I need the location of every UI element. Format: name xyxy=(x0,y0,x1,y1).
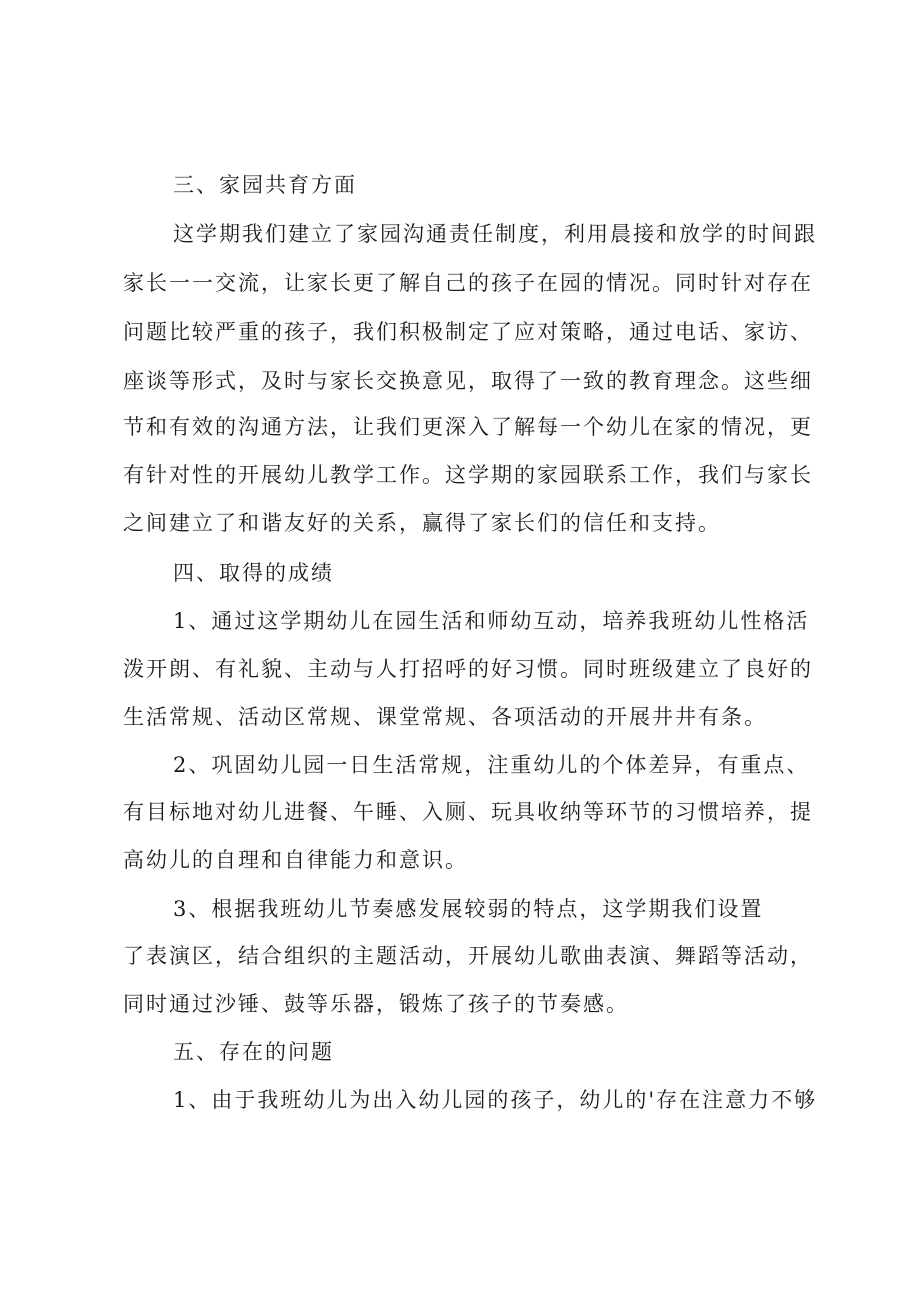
paragraph-line: 了表演区，结合组织的主题活动，开展幼儿歌曲表演、舞蹈等活动， xyxy=(123,944,813,968)
paragraph-line: 高幼儿的自理和自律能力和意识。 xyxy=(123,848,468,872)
paragraph-line: 之间建立了和谐友好的关系，赢得了家长们的信任和支持。 xyxy=(123,511,721,535)
paragraph-line: 生活常规、活动区常规、课堂常规、各项活动的开展井井有条。 xyxy=(123,705,767,729)
section-heading-problems: 五、存在的问题 xyxy=(173,1040,334,1064)
paragraph-line: 有目标地对幼儿进餐、午睡、入厕、玩具收纳等环节的习惯培养，提 xyxy=(123,800,813,824)
paragraph-line: 问题比较严重的孩子，我们积极制定了应对策略，通过电话、家访、 xyxy=(123,320,813,344)
paragraph-line: 同时通过沙锤、鼓等乐器，锻炼了孩子的节奏感。 xyxy=(123,992,629,1016)
paragraph-line: 2、巩固幼儿园一日生活常规，注重幼儿的个体差异，有重点、 xyxy=(173,753,810,777)
section-heading-home-school: 三、家园共育方面 xyxy=(173,173,357,197)
paragraph-line: 泼开朗、有礼貌、主动与人打招呼的好习惯。同时班级建立了良好的 xyxy=(123,657,813,681)
paragraph-line: 座谈等形式，及时与家长交换意见，取得了一致的教育理念。这些细 xyxy=(123,369,813,393)
paragraph-line: 3、根据我班幼儿节奏感发展较弱的特点，这学期我们设置 xyxy=(173,897,764,921)
paragraph-line: 这学期我们建立了家园沟通责任制度，利用晨接和放学的时间跟 xyxy=(173,222,817,246)
paragraph-line: 1、由于我班幼儿为出入幼儿园的孩子，幼儿的'存在注意力不够 xyxy=(173,1088,818,1112)
paragraph-line: 节和有效的沟通方法，让我们更深入了解每一个幼儿在家的情况，更 xyxy=(123,415,813,439)
paragraph-line: 有针对性的开展幼儿教学工作。这学期的家园联系工作，我们与家长 xyxy=(123,463,813,487)
paragraph-line: 家长一一交流，让家长更了解自己的孩子在园的情况。同时针对存在 xyxy=(123,271,813,295)
section-heading-achievements: 四、取得的成绩 xyxy=(173,561,334,585)
paragraph-line: 1、通过这学期幼儿在园生活和师幼互动，培养我班幼儿性格活 xyxy=(173,609,810,633)
